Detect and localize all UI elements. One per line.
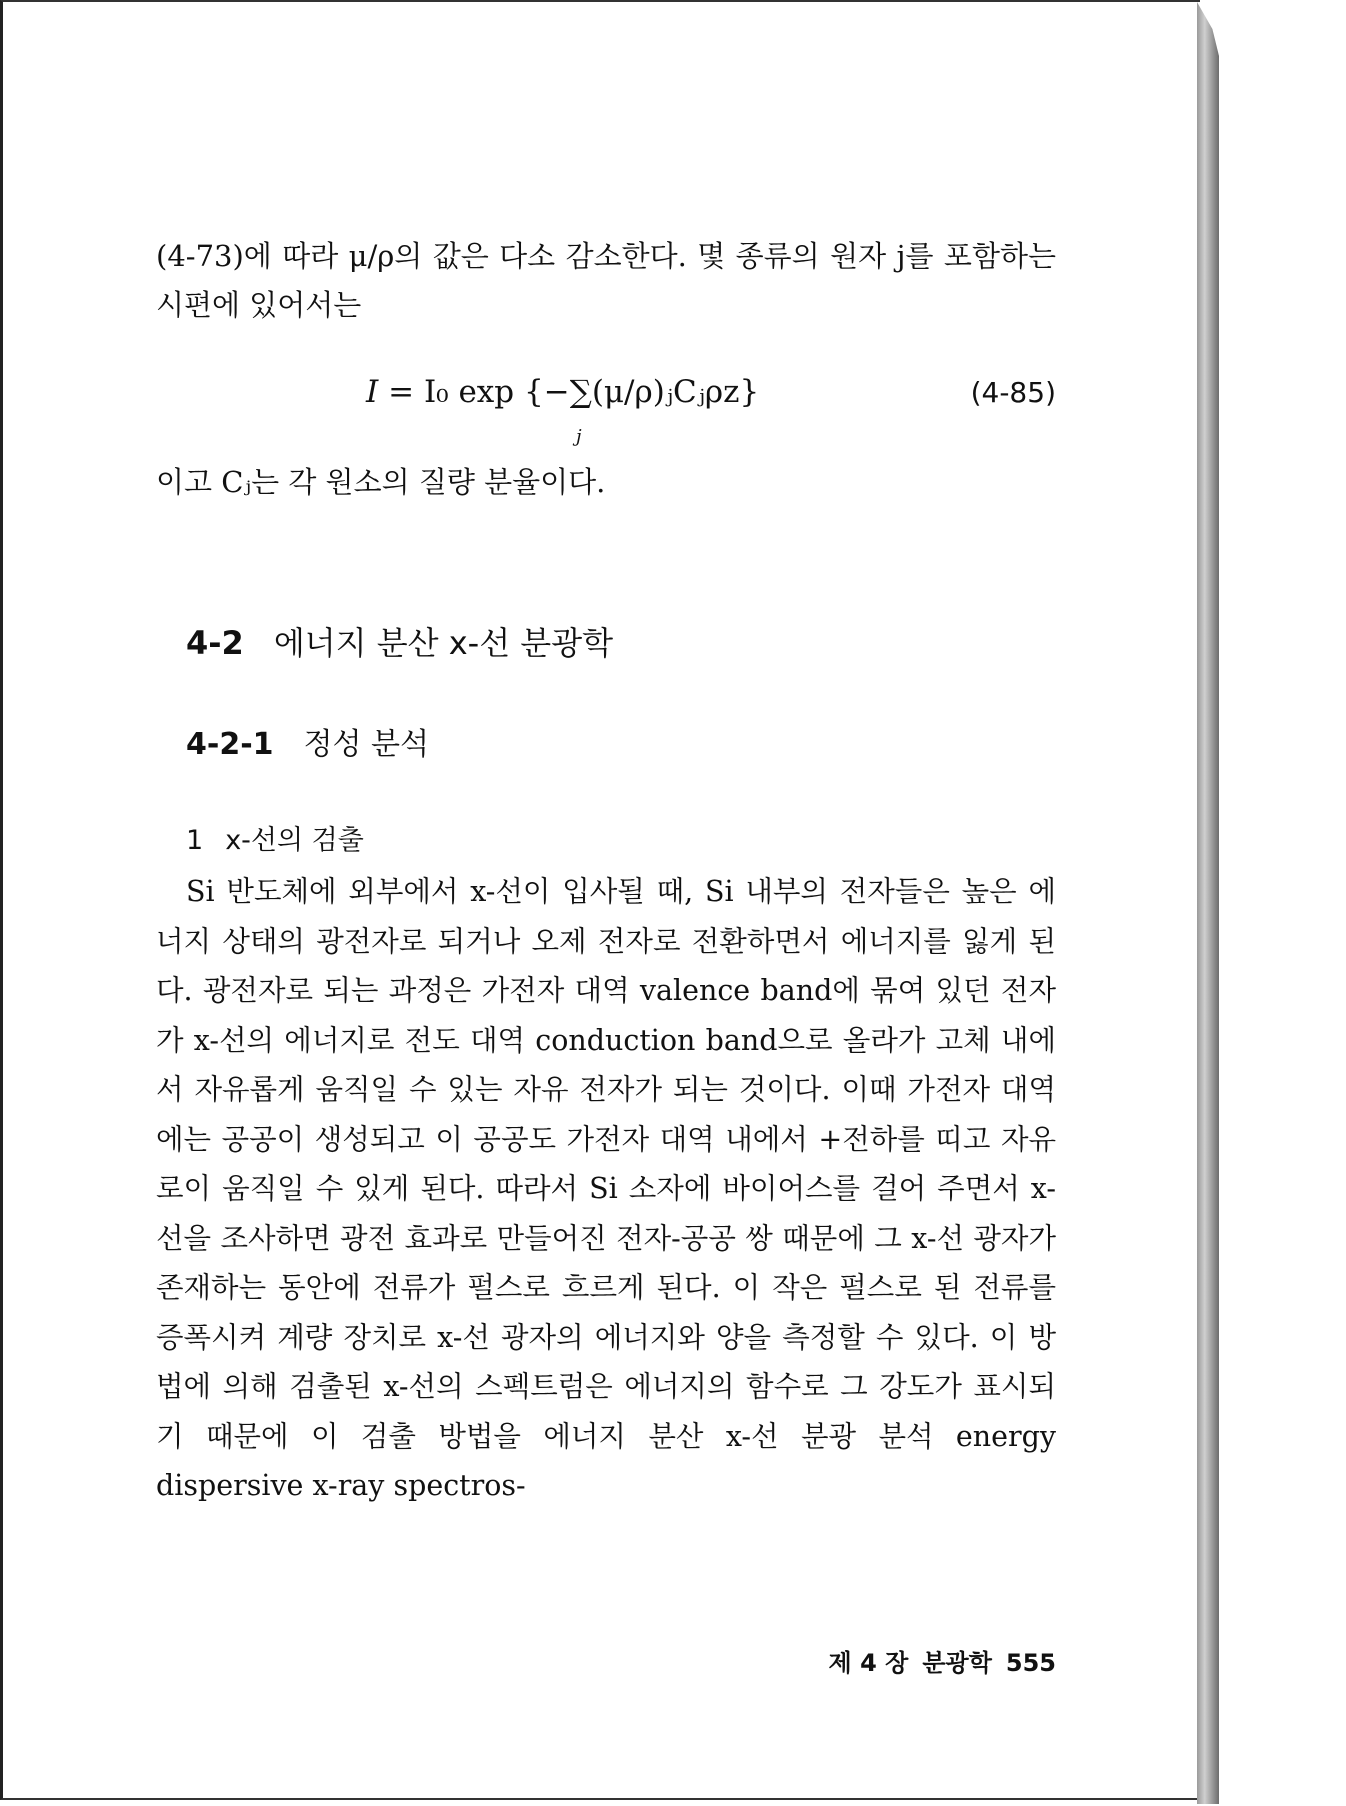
subsection-title: 정성 분석 <box>303 727 429 762</box>
subsubsection-heading <box>186 823 1056 859</box>
subsection-number: 4-2-1 <box>186 727 274 762</box>
subsection-heading <box>186 725 1056 765</box>
footer-chapter-title: 분광학 <box>922 1649 992 1677</box>
equation-number: (4-85) <box>970 376 1056 409</box>
page-number: 555 <box>1005 1649 1056 1677</box>
page-edge-shadow <box>1197 2 1219 1804</box>
equation-4-85 <box>156 348 1056 447</box>
equation-expression <box>366 368 759 417</box>
footer-chapter: 제 4 장 <box>828 1649 909 1677</box>
subsubsection-title: x-선의 검출 <box>225 825 364 856</box>
body-paragraph: Si 반도체에 외부에서 x-선이 입사될 때, Si 내부의 전자들은 높은 에너지 상태의 광전자로 되거나 오제 전자로 전환하면서 에너지를 잃게 된다. 광전자로 되는 과정은 가전자 대역 valence band에 묶여 있던 전자가 x-선의 에너지로 전도 대역 conduction band으로 올라가 고체 내에서 자유롭게 움직일 수 있는 자유 전자가 되는 것이다. 이때 가전자 대역에는 공공이 생성되고 이 공공도 가전자 대역 내에서 +전하를 띠고 자유로이 움직일 수 있게 된다. 따라서 Si 소자에 바이어스를 걸어 주면서 x-선을 조사하면 광전 효과로 만들어진 전자-공공 쌍 때문에 그 x-선 광자가 존재하는 동안에 전류가 펄스로 흐르게 된다. 이 작은 펄스로 된 전류를 증폭시켜 계량 장치로 x-선 광자의 에너지와 양을 측정할 수 있다. 이 방법에 의해 검출된 x-선의 스펙트럼은 에너지의 함수로 그 강도가 표시되기 때문에 이 검출 방법을 에너지 분산 x-선 분광 분석 energy dispersive x-ray spectros- <box>156 875 1056 1502</box>
equation-lhs: I <box>366 374 379 410</box>
page-footer <box>773 1643 1056 1678</box>
equation-rhs: = I₀ exp {−∑(μ/ρ)ⱼCⱼρz} <box>388 374 760 410</box>
after-equation-text: 이고 Cⱼ는 각 원소의 질량 분율이다. <box>156 465 606 499</box>
section-heading <box>186 623 1056 663</box>
equation-sum-index: j <box>576 426 582 447</box>
subsubsection-number: 1 <box>186 825 204 856</box>
page-content <box>156 232 1056 1511</box>
section-number: 4-2 <box>186 624 244 662</box>
intro-paragraph: (4-73)에 따라 μ/ρ의 값은 다소 감소한다. 몇 종류의 원자 j를 포함하는 시편에 있어서는 <box>156 239 1056 322</box>
section-title: 에너지 분산 x-선 분광학 <box>273 624 614 662</box>
